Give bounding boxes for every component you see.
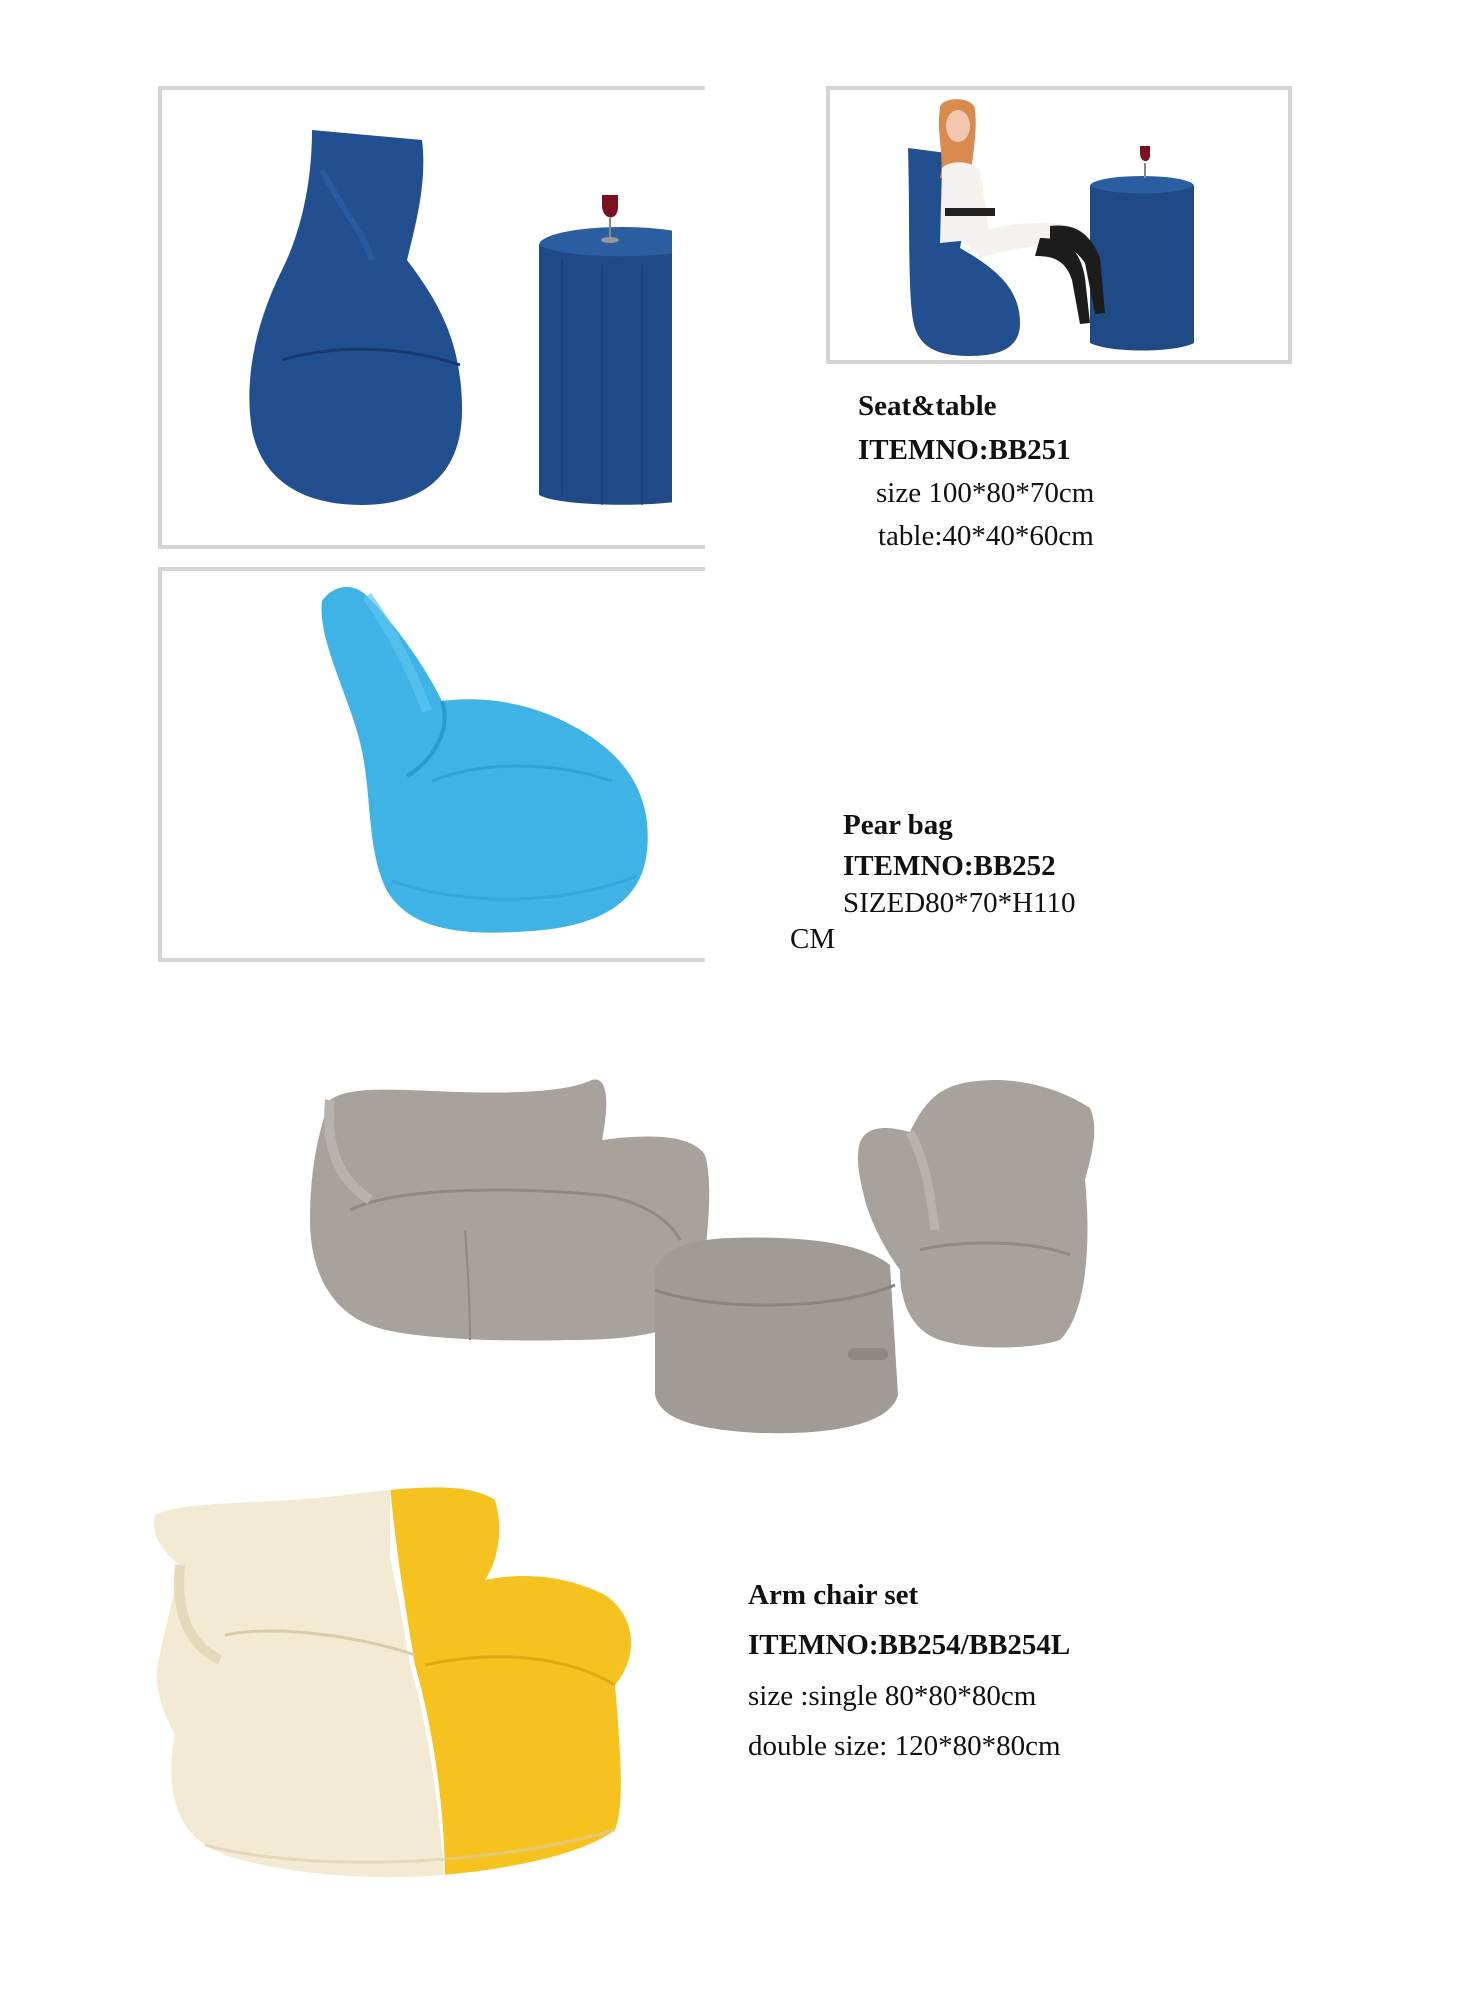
product-1-table-size: table:40*40*60cm	[878, 520, 1094, 552]
blue-seat-and-table-photo	[222, 110, 672, 530]
grey-sofa-set-photo	[310, 1050, 1140, 1450]
product-1-name: Seat&table	[858, 390, 997, 422]
product-3-double-size: double size: 120*80*80cm	[748, 1730, 1061, 1762]
product-2-name: Pear bag	[843, 809, 953, 841]
product-2-photo-frame	[158, 567, 705, 962]
product-2-size: SIZED80*70*H110	[843, 887, 1076, 919]
cream-yellow-arm-chair-photo	[145, 1485, 655, 1885]
product-2-item-number: ITEMNO:BB252	[843, 850, 1056, 882]
model-on-seat-photo	[900, 98, 1230, 358]
pear-bag-photo	[312, 581, 702, 951]
product-1-size: size 100*80*70cm	[876, 477, 1095, 509]
product-1-model-photo-frame	[826, 86, 1292, 364]
product-3-single-size: size :single 80*80*80cm	[748, 1680, 1037, 1712]
product-1-item-number: ITEMNO:BB251	[858, 434, 1071, 466]
product-3-name: Arm chair set	[748, 1579, 919, 1611]
product-2-size-unit: CM	[790, 923, 836, 955]
product-3-item-number: ITEMNO:BB254/BB254L	[748, 1629, 1071, 1661]
product-1-main-photo-frame	[158, 86, 705, 549]
